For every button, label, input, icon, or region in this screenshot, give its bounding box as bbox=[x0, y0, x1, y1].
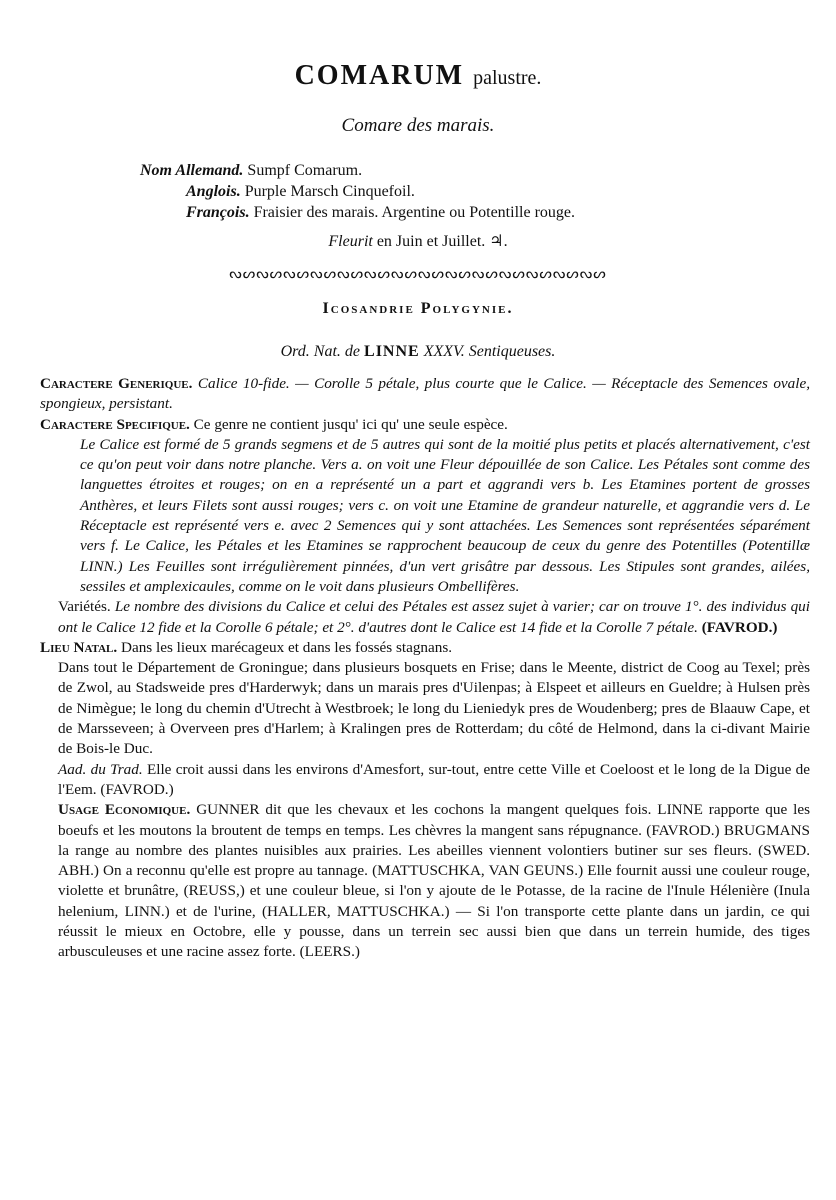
addendum-text: Elle croit aussi dans les environs d'Amesfort, sur-tout, entre cette Ville et Coeloost et le long de la Digue de l'Eem. (FAVROD.) bbox=[58, 760, 811, 798]
distribution-paragraph: Dans tout le Département de Groningue; dans plusieurs bosquets en Frise; dans le Meente, district de Coog au Texel; près de Zwol, au Stadsweide pres d'Harderwyk; dans un marais pres d'Uilenpas; à Elspeet et ailleurs en Gueldre; à Hulsen près de Nimègue; le long du chemin d'Utrecht à Westbroek; le long du Lieniedyk pres de Woudenberg; pres de Blaauw Cape, et de Marsseveen; à Overveen pres d'Harlem; à Kralingen pres de Rotterdam; du côté de Helmond, dans la ci-divant Mairie de Bois-le Duc. bbox=[58, 659, 810, 758]
specific-text: Ce genre ne contient jusqu' ici qu' une seule espèce. bbox=[193, 415, 508, 433]
specific-label: Caractere Specifique. bbox=[40, 415, 190, 433]
order-suffix: XXXV. Sentiqueuses. bbox=[423, 343, 556, 360]
label-anglois: Anglois. bbox=[186, 183, 241, 200]
lieu-natal-paragraph bbox=[40, 638, 810, 658]
french-common-name: Comare des marais. bbox=[341, 115, 495, 136]
name-row-anglois bbox=[140, 181, 575, 202]
generic-label: Caractere Generique. bbox=[40, 375, 193, 392]
varietes-source: (FAVROD.) bbox=[701, 618, 778, 636]
lieu-label: Lieu Natal. bbox=[40, 638, 118, 656]
natural-order-line bbox=[0, 343, 836, 361]
varietes-text: Le nombre des divisions du Calice et celui des Pétales est assez sujet à varier; car on trouve 1°. des individus qui ont le Calice 12 fide et la Corolle 6 pétale; et 2°. d'autres dont le Calice est 14 fide et la Corolle 7 pétale. bbox=[58, 598, 810, 636]
order-author: LINNE bbox=[364, 343, 420, 360]
name-row-francois bbox=[140, 202, 575, 223]
specific-character bbox=[40, 415, 810, 435]
flowering-label: Fleurit bbox=[328, 233, 373, 250]
ornament-divider: ᔓᔕᔓᔕᔓᔕᔓᔕᔓᔕᔓᔕᔓᔕᔓᔕᔓᔕᔓᔕᔓᔕᔓᔕᔓᔕᔓᔕ bbox=[229, 267, 607, 282]
vernacular-names bbox=[140, 160, 575, 223]
value-anglois: Purple Marsch Cinquefoil. bbox=[244, 183, 415, 200]
classification-line: Icosandrie Polygynie. bbox=[322, 300, 514, 317]
lieu-text: Dans les lieux marécageux et dans les fossés stagnans. bbox=[120, 638, 453, 656]
usage-paragraph bbox=[40, 800, 810, 962]
species-epithet: palustre. bbox=[473, 67, 542, 89]
label-francois: François. bbox=[186, 204, 250, 221]
flowering-line bbox=[0, 231, 836, 251]
value-francois: Fraisier des marais. Argentine ou Potentille rouge. bbox=[253, 204, 575, 221]
order-prefix: Ord. Nat. de bbox=[280, 343, 361, 360]
flowering-text: en Juin et Juillet. ♃. bbox=[376, 233, 508, 250]
genus-name: COMARUM bbox=[294, 60, 465, 91]
name-row-allemand bbox=[140, 160, 575, 181]
usage-label: Usage Economique. bbox=[58, 801, 191, 819]
addendum-label: Aad. du Trad. bbox=[58, 760, 143, 778]
description-paragraph: Le Calice est formé de 5 grands segmens et de 5 autres qui sont de la moitié plus petits et placés alternativement, c'est ce qu'on peut voir dans notre planche. Vers a. on voit une Fleur dépouillée de son Calice. Les Pétales sont comme des languettes étroites et rouges; on en a représenté un a part et aggrandi vers b. Les Etamines portent de grosses Anthères, et leurs Filets sont aussi rouges; vers c. on voit une Etamine de grandeur naturelle, et aggrandie vers d. Le Réceptacle est représenté vers e. avec 2 Semences qui y sont attachées. Les Semences sont représentées séparément vers f. Le Calice, les Pétales et les Etamines se rapprochent beaucoup de ceux du genre des Potentilles (Potentillæ LINN.) Les Feuilles sont irrégulièrement pinnées, d'un vert grisâtre par dessous. Les Stipules sont grandes, ailées, sessiles et amplexicaules, comme on le voit dans plusieurs Ombellifères. bbox=[80, 435, 810, 595]
value-allemand: Sumpf Comarum. bbox=[247, 162, 363, 179]
varietes-paragraph bbox=[40, 597, 810, 638]
addendum-paragraph bbox=[40, 760, 810, 801]
body-text bbox=[40, 374, 810, 963]
varietes-label: Variétés. bbox=[58, 598, 111, 616]
generic-text: Calice 10-fide. — Corolle 5 pétale, plus courte que le Calice. — Réceptacle des Semences ovale, spongieux, persistant. bbox=[40, 375, 810, 413]
label-allemand: Nom Allemand. bbox=[140, 162, 244, 179]
usage-text: GUNNER dit que les chevaux et les cochons la mangent quelques fois. LINNE rapporte que les boeufs et les moutons la broutent de temps en temps. Les chèvres la mangent sans répugnance. (FAVROD.) BRUGMANS la range au nombre des plantes nuisibles aux prairies. Les abeilles viennent volontiers butiner sur ses fleurs. (SWED. ABH.) On a reconnu qu'elle est propre au tannage. (MATTUSCHKA, VAN GEUNS.) Elle fournit aussi une couleur rouge, violette et brunâtre, (REUSS,) et une couleur bleue, si l'on y ajoute de le Potasse, de la racine de l'Inule Hélenière (Inula helenium, LINN.) et de l'urine, (HALLER, MATTUSCHKA.) — Si l'on transporte cette plante dans un jardin, ce qui réussit le mieux en Octobre, elle y pousse, dans un terrein sec aussi bien que dans un terrein humide, des tiges arbusculeuses et une racine assez forte. (LEERS.) bbox=[58, 801, 810, 961]
species-title bbox=[0, 60, 836, 92]
generic-character bbox=[40, 374, 810, 415]
